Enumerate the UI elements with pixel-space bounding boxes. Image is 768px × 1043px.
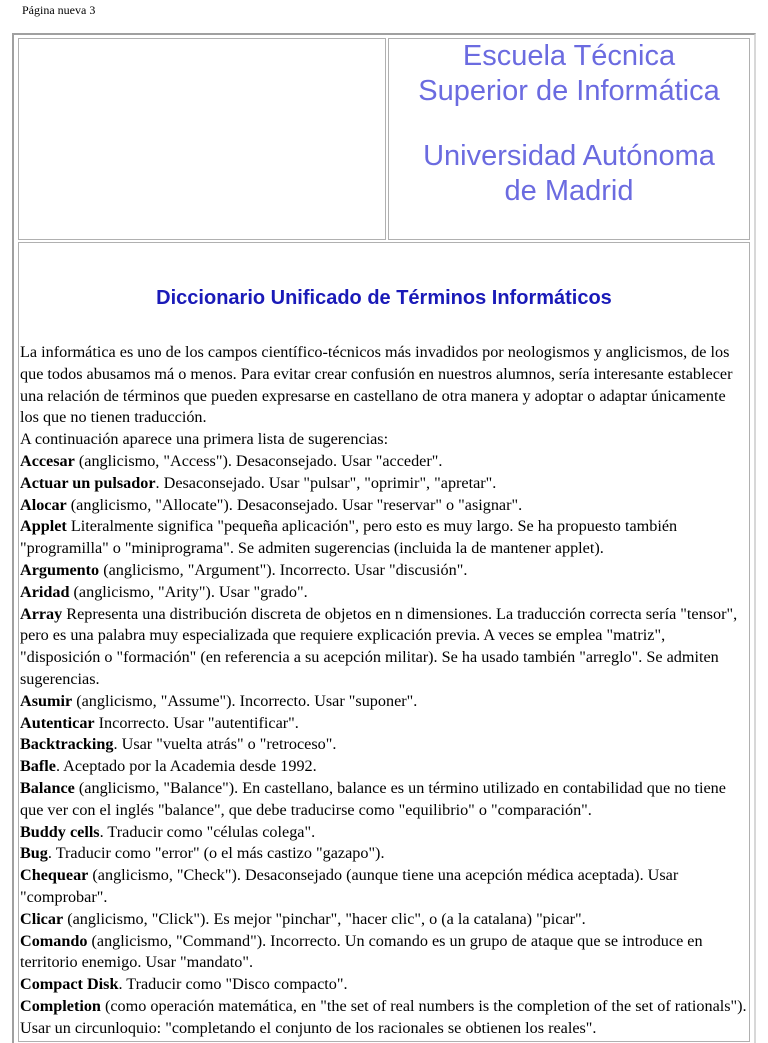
school-name [389, 39, 749, 109]
dictionary-entry [20, 473, 748, 495]
entry-definition: . Traducir como "Disco compacto". [118, 975, 348, 994]
entry-definition: Literalmente significa "pequeña aplicación", pero esto es muy largo. Se ha propuesto también "programilla" o "miniprograma". Se admiten sugerencias (incluida la de mantener applet). [20, 517, 678, 558]
dictionary-entry [20, 495, 748, 517]
entry-term: Accesar [20, 451, 75, 470]
entry-definition: . Desaconsejado. Usar "pulsar", "oprimir", "apretar". [155, 473, 497, 492]
entry-definition: (anglicismo, "Arity"). Usar "grado". [69, 582, 308, 601]
entry-definition: (anglicismo, "Argument"). Incorrecto. Usar "discusión". [99, 560, 468, 579]
entry-term: Aridad [20, 582, 70, 601]
entry-term: Balance [20, 778, 75, 797]
logo-cell [18, 38, 386, 240]
page-title: Página nueva 3 [22, 3, 96, 17]
university-name-line-2: de Madrid [504, 175, 634, 207]
dictionary-entry [20, 974, 748, 996]
entry-definition: . Aceptado por la Academia desde 1992. [55, 757, 317, 776]
dictionary-entry [20, 582, 748, 604]
entry-definition: . Usar "vuelta atrás" o "retroceso". [113, 735, 337, 754]
dictionary-entry [20, 560, 748, 582]
dictionary-entry [20, 865, 748, 909]
entry-term: Actuar un pulsador [20, 473, 156, 492]
entry-term: Bafle [20, 757, 56, 776]
entry-definition: . Traducir como "error" (o el más castizo "gazapo"). [47, 844, 385, 863]
entry-term: Alocar [20, 495, 67, 514]
entry-definition: (anglicismo, "Allocate"). Desaconsejado. Usar "reservar" o "asignar". [66, 495, 523, 514]
entry-definition: (anglicismo, "Balance"). En castellano, balance es un término utilizado en contabilidad que no tiene que ver con el inglés "balance", que debe traducirse como "equilibrio" o "comparación". [20, 778, 726, 819]
entry-definition: (anglicismo, "Assume"). Incorrecto. Usar "suponer". [72, 691, 418, 710]
dictionary-entry [20, 516, 748, 560]
entry-definition: Representa una distribución discreta de objetos en n dimensiones. La traducción correcta sería "tensor", pero es una palabra muy especializada que requiere explicación previa. A veces se emplea "matriz", "disposición o "formación" (en referencia a su acepción militar). Se ha usado también "arreglo". Se admiten sugerencias. [20, 604, 738, 688]
dictionary-entry [20, 931, 748, 975]
entry-term: Comando [20, 931, 88, 950]
entry-list [20, 451, 748, 1040]
dictionary-entry [20, 451, 748, 473]
entry-term: Applet [20, 517, 67, 536]
dictionary-entry [20, 713, 748, 735]
dictionary-entry [20, 604, 748, 691]
dictionary-entry [20, 691, 748, 713]
entry-definition: . Traducir como "células colega". [99, 822, 316, 841]
institution-cell [388, 38, 750, 240]
university-name-line-1: Universidad Autónoma [423, 140, 715, 172]
entry-term: Array [20, 604, 63, 623]
content-cell [18, 242, 750, 1042]
entry-definition: (anglicismo, "Click"). Es mejor "pinchar", "hacer clic", o (a la catalana) "picar". [63, 909, 586, 928]
entry-definition: Incorrecto. Usar "autentificar". [94, 713, 299, 732]
entry-definition: (anglicismo, "Access"). Desaconsejado. Usar "acceder". [74, 451, 443, 470]
entry-term: Completion [20, 996, 101, 1015]
document-heading: Diccionario Unificado de Términos Informáticos [156, 287, 612, 309]
entry-definition: (anglicismo, "Check"). Desaconsejado (aunque tiene una acepción médica aceptada). Usar "comprobar". [20, 866, 679, 906]
entry-term: Backtracking [20, 735, 114, 754]
school-name-line-1: Escuela Técnica [462, 40, 676, 72]
entry-definition: (como operación matemática, en "the set of real numbers is the completion of the set of rationals"). Usar un circunloquio: "completando el conjunto de los racionales se obtienen los reales". [20, 996, 747, 1037]
entry-term: Argumento [20, 560, 100, 579]
university-name [389, 139, 749, 209]
intro-paragraph: La informática es uno de los campos científico-técnicos más invadidos por neologismos y anglicismos, de los que todos abusamos má o menos. Para evitar crear confusión en nuestros alumnos, sería interesante establecer una relación de términos que pueden expresarse en castellano de otra manera y adoptar o adaptar únicamente los que no tienen traducción. [20, 343, 733, 427]
dictionary-entry [20, 996, 748, 1040]
entry-term: Compact Disk [20, 975, 119, 994]
dictionary-entry [20, 778, 748, 822]
list-intro: A continuación aparece una primera lista de sugerencias: [20, 430, 389, 449]
entry-term: Bug [20, 844, 48, 863]
entry-term: Asumir [20, 691, 73, 710]
dictionary-entry [20, 756, 748, 778]
document-body [20, 342, 748, 1040]
entry-term: Chequear [20, 866, 89, 885]
dictionary-entry [20, 843, 748, 865]
entry-term: Buddy cells [20, 822, 100, 841]
dictionary-entry [20, 909, 748, 931]
entry-term: Autenticar [20, 713, 95, 732]
dictionary-entry [20, 822, 748, 844]
dictionary-entry [20, 734, 748, 756]
entry-term: Clicar [20, 909, 64, 928]
school-name-line-2: Superior de Informática [418, 75, 720, 107]
entry-definition: (anglicismo, "Command"). Incorrecto. Un comando es un grupo de ataque que se introduce en territorio enemigo. Usar "mandato". [20, 931, 703, 972]
